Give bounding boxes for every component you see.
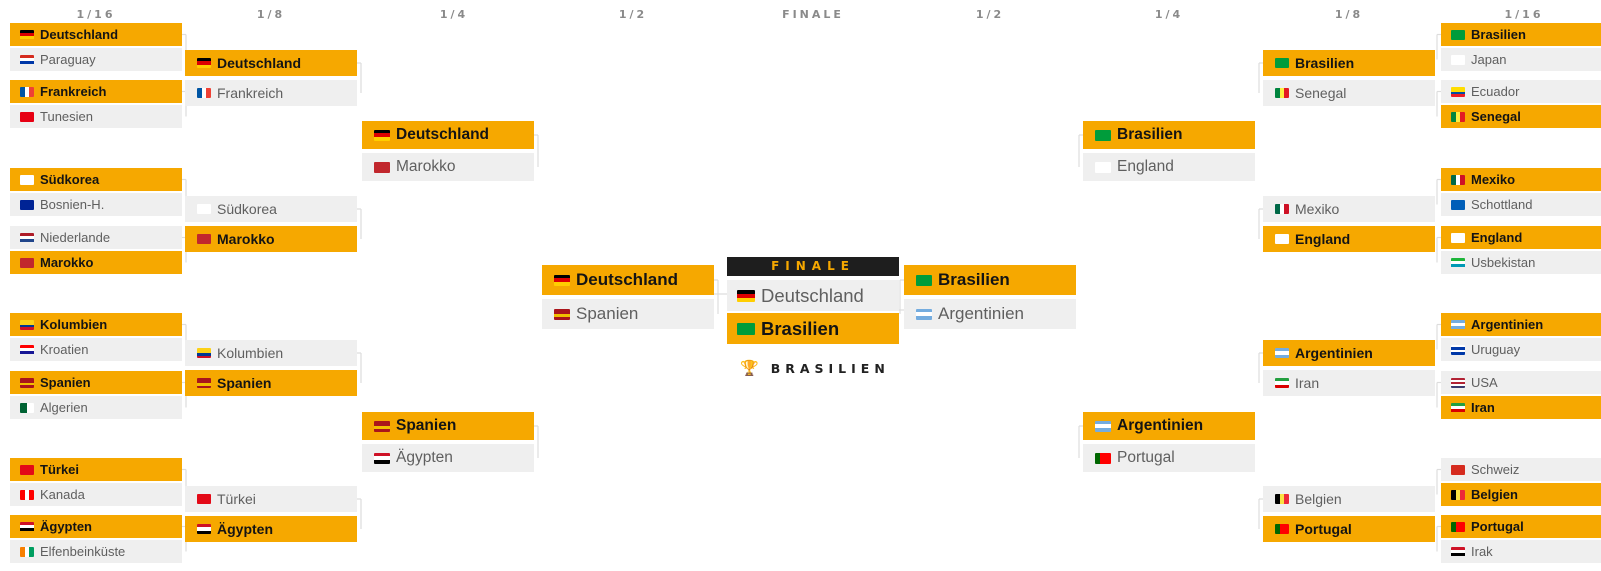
team-name: England xyxy=(1471,230,1523,245)
fr-flag-icon xyxy=(20,87,34,97)
tn-flag-icon xyxy=(20,112,34,122)
team-name: USA xyxy=(1471,375,1498,390)
team-name: England xyxy=(1295,231,1351,247)
team-slot-winner[interactable] xyxy=(1441,226,1601,249)
team-slot-winner[interactable] xyxy=(1441,396,1601,419)
round-header-left-r32: 1/16 xyxy=(76,8,116,21)
br-flag-icon xyxy=(1275,58,1289,68)
team-slot[interactable] xyxy=(10,396,182,419)
team-name: Kanada xyxy=(40,487,85,502)
ar-flag-icon xyxy=(1451,320,1465,330)
es-flag-icon xyxy=(374,421,390,432)
kr-flag-icon xyxy=(197,204,211,214)
team-slot[interactable] xyxy=(1263,370,1435,396)
team-name: Brasilien xyxy=(1295,55,1355,71)
sco-flag-icon xyxy=(1451,200,1465,210)
nl-flag-icon xyxy=(20,233,34,243)
team-slot-winner[interactable] xyxy=(10,80,182,103)
us-flag-icon xyxy=(1451,378,1465,388)
team-slot-winner[interactable] xyxy=(10,23,182,46)
en-flag-icon xyxy=(1275,234,1289,244)
pt-flag-icon xyxy=(1451,522,1465,532)
ar-flag-icon xyxy=(1095,421,1111,432)
pt-flag-icon xyxy=(1095,453,1111,464)
team-name: Spanien xyxy=(576,304,639,323)
team-name: Frankreich xyxy=(40,84,107,99)
de-flag-icon xyxy=(20,30,34,40)
team-name: Argentinien xyxy=(938,304,1025,323)
team-slot[interactable] xyxy=(904,299,1076,329)
team-slot[interactable] xyxy=(10,483,182,506)
team-slot[interactable] xyxy=(10,48,182,71)
team-slot[interactable] xyxy=(362,444,534,472)
team-slot[interactable] xyxy=(1263,196,1435,222)
team-slot[interactable] xyxy=(362,153,534,181)
team-name: Senegal xyxy=(1295,85,1347,101)
team-name: Kroatien xyxy=(40,342,89,357)
sn-flag-icon xyxy=(1275,88,1289,98)
team-name: Portugal xyxy=(1295,521,1352,537)
uy-flag-icon xyxy=(1451,345,1465,355)
py-flag-icon xyxy=(20,55,34,65)
team-name: Mexiko xyxy=(1471,172,1516,187)
team-slot-winner[interactable] xyxy=(1263,50,1435,76)
de-flag-icon xyxy=(197,58,211,68)
team-slot-winner[interactable] xyxy=(185,226,357,252)
pt-flag-icon xyxy=(1275,524,1289,534)
team-slot[interactable] xyxy=(542,299,714,329)
team-slot-winner[interactable] xyxy=(727,313,899,344)
team-slot[interactable] xyxy=(1441,371,1601,394)
team-name: Brasilien xyxy=(1117,126,1183,143)
team-slot[interactable] xyxy=(1441,338,1601,361)
team-slot-winner[interactable] xyxy=(1263,226,1435,252)
team-name: Kolumbien xyxy=(217,345,284,361)
team-slot-winner[interactable] xyxy=(10,515,182,538)
team-slot[interactable] xyxy=(185,80,357,106)
eg-flag-icon xyxy=(197,524,211,534)
team-name: Spanien xyxy=(396,417,457,434)
team-slot[interactable] xyxy=(1441,540,1601,563)
fr-flag-icon xyxy=(197,88,211,98)
team-name: Niederlande xyxy=(40,230,111,245)
team-slot-winner[interactable] xyxy=(1441,313,1601,336)
team-name: Paraguay xyxy=(40,52,96,67)
team-slot-winner[interactable] xyxy=(10,458,182,481)
team-slot-winner[interactable] xyxy=(904,265,1076,295)
team-name: Deutschland xyxy=(396,126,490,143)
team-slot[interactable] xyxy=(10,226,182,249)
kr-flag-icon xyxy=(20,175,34,185)
team-slot[interactable] xyxy=(185,486,357,512)
team-slot-winner[interactable] xyxy=(362,412,534,440)
es-flag-icon xyxy=(20,378,34,388)
uz-flag-icon xyxy=(1451,258,1465,268)
team-slot-winner[interactable] xyxy=(1083,121,1255,149)
team-slot-winner[interactable] xyxy=(10,313,182,336)
team-slot[interactable] xyxy=(185,196,357,222)
round-header-right-qf: 1/4 xyxy=(1154,8,1184,21)
ma-flag-icon xyxy=(197,234,211,244)
team-slot-winner[interactable] xyxy=(185,370,357,396)
br-flag-icon xyxy=(916,275,932,286)
team-name: England xyxy=(1117,158,1174,175)
co-flag-icon xyxy=(20,320,34,330)
team-slot-winner[interactable] xyxy=(1441,483,1601,506)
en-flag-icon xyxy=(1451,233,1465,243)
team-name: Belgien xyxy=(1471,487,1518,502)
team-slot-winner[interactable] xyxy=(10,371,182,394)
round-header-right-r32: 1/16 xyxy=(1504,8,1544,21)
team-name: Türkei xyxy=(217,491,256,507)
team-slot-winner[interactable] xyxy=(542,265,714,295)
team-slot-winner[interactable] xyxy=(1263,516,1435,542)
team-name: Argentinien xyxy=(1117,417,1204,434)
team-slot[interactable] xyxy=(10,105,182,128)
team-name: Kolumbien xyxy=(40,317,108,332)
team-name: Belgien xyxy=(1295,491,1342,507)
team-slot[interactable] xyxy=(10,540,182,563)
team-slot[interactable] xyxy=(1441,80,1601,103)
round-header-final: FINALE xyxy=(782,8,844,21)
co-flag-icon xyxy=(197,348,211,358)
team-slot[interactable] xyxy=(1441,458,1601,481)
eg-flag-icon xyxy=(20,522,34,532)
team-name: Schottland xyxy=(1471,197,1533,212)
final-header: FINALE xyxy=(727,257,899,276)
team-name: Marokko xyxy=(40,255,94,270)
ec-flag-icon xyxy=(1451,87,1465,97)
team-name: Deutschland xyxy=(576,270,679,289)
ar-flag-icon xyxy=(1275,348,1289,358)
team-slot[interactable] xyxy=(1441,193,1601,216)
br-flag-icon xyxy=(737,323,755,335)
team-name: Spanien xyxy=(40,375,91,390)
team-slot[interactable] xyxy=(1441,251,1601,274)
tr-flag-icon xyxy=(20,465,34,475)
team-name: Schweiz xyxy=(1471,462,1520,477)
team-name: Portugal xyxy=(1471,519,1524,534)
ma-flag-icon xyxy=(374,162,390,173)
team-name: Brasilien xyxy=(938,270,1010,289)
round-header-left-qf: 1/4 xyxy=(439,8,469,21)
team-slot[interactable] xyxy=(10,338,182,361)
team-name: Iran xyxy=(1295,375,1320,391)
team-name: Senegal xyxy=(1471,109,1521,124)
de-flag-icon xyxy=(554,275,570,286)
team-slot-winner[interactable] xyxy=(185,50,357,76)
ci-flag-icon xyxy=(20,547,34,557)
de-flag-icon xyxy=(374,130,390,141)
team-name: Ägypten xyxy=(217,521,273,537)
ir-flag-icon xyxy=(1451,403,1465,413)
team-name: Argentinien xyxy=(1295,345,1373,361)
iq-flag-icon xyxy=(1451,547,1465,557)
team-name: Deutschland xyxy=(217,55,302,71)
champion-banner xyxy=(740,359,890,377)
team-slot-winner[interactable] xyxy=(362,121,534,149)
team-name: Iran xyxy=(1471,400,1495,415)
br-flag-icon xyxy=(1095,130,1111,141)
team-slot[interactable] xyxy=(185,340,357,366)
team-slot[interactable] xyxy=(727,280,899,311)
team-name: Frankreich xyxy=(217,85,284,101)
ca-flag-icon xyxy=(20,490,34,500)
sn-flag-icon xyxy=(1451,112,1465,122)
team-name: Usbekistan xyxy=(1471,255,1536,270)
ma-flag-icon xyxy=(20,258,34,268)
round-header-left-r16: 1/8 xyxy=(256,8,286,21)
round-header-right-r16: 1/8 xyxy=(1334,8,1364,21)
team-name: Spanien xyxy=(217,375,272,391)
team-name: Uruguay xyxy=(1471,342,1521,357)
team-slot[interactable] xyxy=(10,193,182,216)
team-slot-winner[interactable] xyxy=(1263,340,1435,366)
ar-flag-icon xyxy=(916,309,932,320)
team-name: Ägypten xyxy=(40,519,92,534)
ch-flag-icon xyxy=(1451,465,1465,475)
team-name: Brasilien xyxy=(1471,27,1526,42)
team-slot[interactable] xyxy=(1083,444,1255,472)
team-name: Japan xyxy=(1471,52,1507,67)
team-name: Mexiko xyxy=(1295,201,1340,217)
es-flag-icon xyxy=(554,309,570,320)
team-name: Deutschland xyxy=(40,27,119,42)
team-name: Marokko xyxy=(217,231,275,247)
ba-flag-icon xyxy=(20,200,34,210)
team-slot-winner[interactable] xyxy=(1441,168,1601,191)
team-slot-winner[interactable] xyxy=(185,516,357,542)
team-name: Irak xyxy=(1471,544,1493,559)
team-slot[interactable] xyxy=(1083,153,1255,181)
trophy-icon: 🏆 xyxy=(740,360,759,377)
tr-flag-icon xyxy=(197,494,211,504)
team-slot-winner[interactable] xyxy=(1441,23,1601,46)
eg-flag-icon xyxy=(374,453,390,464)
team-slot-winner[interactable] xyxy=(10,251,182,274)
team-name: Portugal xyxy=(1117,449,1175,466)
jp-flag-icon xyxy=(1451,55,1465,65)
team-name: Algerien xyxy=(40,400,88,415)
dz-flag-icon xyxy=(20,403,34,413)
team-name: Deutschland xyxy=(761,284,864,306)
team-name: Brasilien xyxy=(761,317,840,339)
be-flag-icon xyxy=(1451,490,1465,500)
ir-flag-icon xyxy=(1275,378,1289,388)
mx-flag-icon xyxy=(1275,204,1289,214)
team-name: Türkei xyxy=(40,462,80,477)
team-name: Südkorea xyxy=(40,172,100,187)
es-flag-icon xyxy=(197,378,211,388)
team-name: Ägypten xyxy=(396,449,453,466)
team-name: Tunesien xyxy=(40,109,93,124)
team-name: Elfenbeinküste xyxy=(40,544,126,559)
team-name: Südkorea xyxy=(217,201,277,217)
team-slot[interactable] xyxy=(1441,48,1601,71)
be-flag-icon xyxy=(1275,494,1289,504)
team-slot-winner[interactable] xyxy=(10,168,182,191)
round-header-left-sf: 1/2 xyxy=(618,8,648,21)
team-slot-winner[interactable] xyxy=(1441,105,1601,128)
mx-flag-icon xyxy=(1451,175,1465,185)
team-name: Bosnien-H. xyxy=(40,197,105,212)
team-name: Argentinien xyxy=(1471,317,1544,332)
team-slot-winner[interactable] xyxy=(1083,412,1255,440)
round-header-right-sf: 1/2 xyxy=(975,8,1005,21)
de-flag-icon xyxy=(737,290,755,302)
team-name: Ecuador xyxy=(1471,84,1520,99)
team-name: Marokko xyxy=(396,158,456,175)
team-slot[interactable] xyxy=(1263,80,1435,106)
hr-flag-icon xyxy=(20,345,34,355)
en-flag-icon xyxy=(1095,162,1111,173)
br-flag-icon xyxy=(1451,30,1465,40)
champion-name: BRASILIEN xyxy=(770,360,890,376)
team-slot[interactable] xyxy=(1263,486,1435,512)
team-slot-winner[interactable] xyxy=(1441,515,1601,538)
